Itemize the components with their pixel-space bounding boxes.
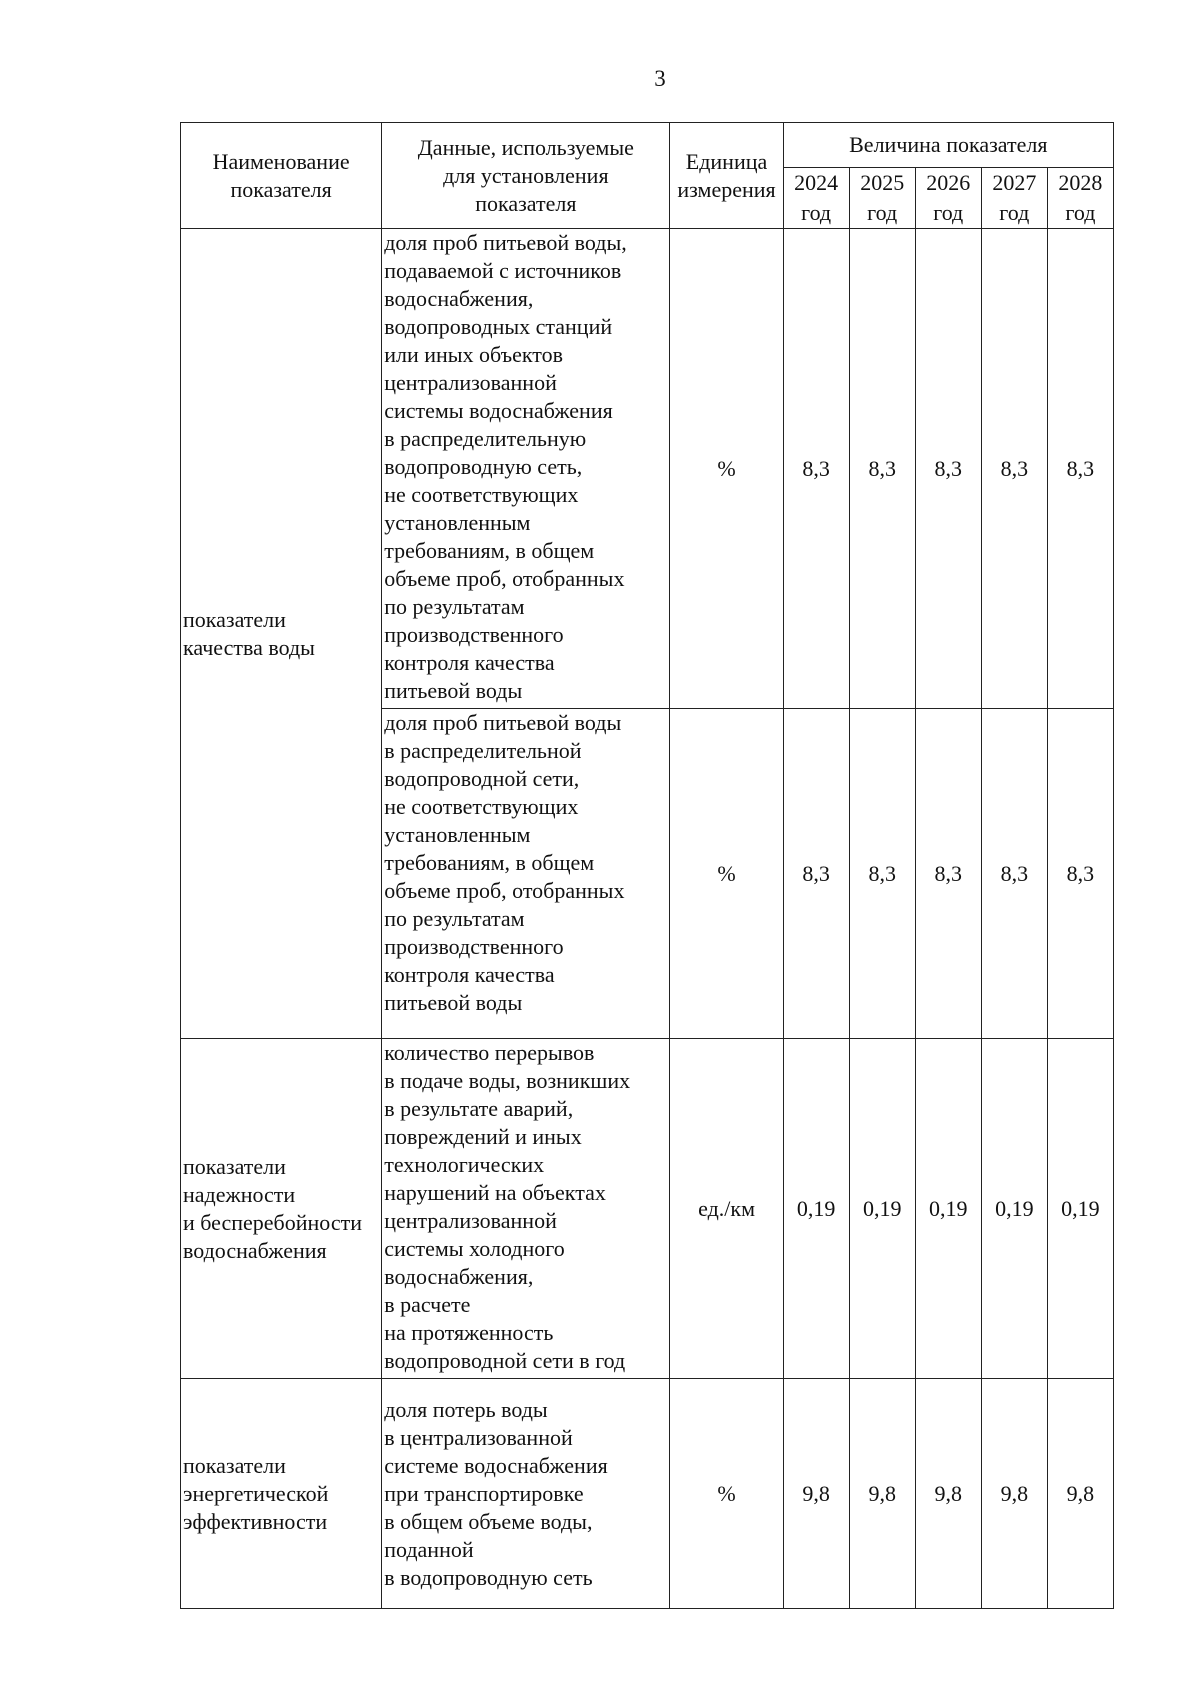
value-2024: 8,3 [783,709,849,1039]
header-year-2024: 2024 год [783,168,849,229]
table-row [181,1379,1114,1609]
value-2028: 8,3 [1047,709,1113,1039]
indicator-name-energy-efficiency: показатели энергетической эффективности [181,1379,382,1609]
table-row [181,229,1114,709]
value-2024: 8,3 [783,229,849,709]
value-2028: 0,19 [1047,1039,1113,1379]
header-year-2026: 2026 год [915,168,981,229]
page-number: 3 [654,66,666,91]
header-indicator-name: Наименование показателя [181,123,382,229]
value-2024: 0,19 [783,1039,849,1379]
value-2025: 8,3 [849,229,915,709]
value-2027: 8,3 [981,229,1047,709]
header-year-2025: 2025 год [849,168,915,229]
value-2026: 9,8 [915,1379,981,1609]
value-2026: 8,3 [915,229,981,709]
header-unit: Единица измерения [670,123,783,229]
value-2025: 0,19 [849,1039,915,1379]
value-2028: 8,3 [1047,229,1113,709]
indicator-data: доля проб питьевой воды, подаваемой с источников водоснабжения, водопроводных станций или иных объектов централизованной системы водоснабжения в распределительную водопроводную сеть, не соответствующих установленным требованиям, в общем объеме проб, отобранных по результатам производственного контроля качества питьевой воды [382,229,670,709]
value-2027: 0,19 [981,1039,1047,1379]
unit-cell: % [670,1379,783,1609]
value-2027: 8,3 [981,709,1047,1039]
unit-cell: % [670,229,783,709]
indicator-name-reliability: показатели надежности и бесперебойности водоснабжения [181,1039,382,1379]
indicator-data: доля потерь воды в централизованной системе водоснабжения при транспортировке в общем объеме воды, поданной в водопроводную сеть [382,1379,670,1609]
value-2027: 9,8 [981,1379,1047,1609]
indicator-data: доля проб питьевой воды в распределительной водопроводной сети, не соответствующих установленным требованиям, в общем объеме проб, отобранных по результатам производственного контроля качества питьевой воды [382,709,670,1039]
value-2025: 8,3 [849,709,915,1039]
value-2028: 9,8 [1047,1379,1113,1609]
value-2024: 9,8 [783,1379,849,1609]
header-year-2028: 2028 год [1047,168,1113,229]
value-2026: 8,3 [915,709,981,1039]
indicator-name-water-quality: показатели качества воды [181,229,382,1039]
value-2026: 0,19 [915,1039,981,1379]
value-2025: 9,8 [849,1379,915,1609]
unit-cell: ед./км [670,1039,783,1379]
header-indicator-value: Величина показателя [783,123,1113,168]
indicator-data: количество перерывов в подаче воды, возникших в результате аварий, повреждений и иных технологических нарушений на объектах централизованной системы холодного водоснабжения, в расчете на протяженность водопроводной сети в год [382,1039,670,1379]
table-row [181,1039,1114,1379]
unit-cell: % [670,709,783,1039]
header-year-2027: 2027 год [981,168,1047,229]
header-source-data: Данные, используемые для установления показателя [382,123,670,229]
indicators-table [180,122,1114,1609]
